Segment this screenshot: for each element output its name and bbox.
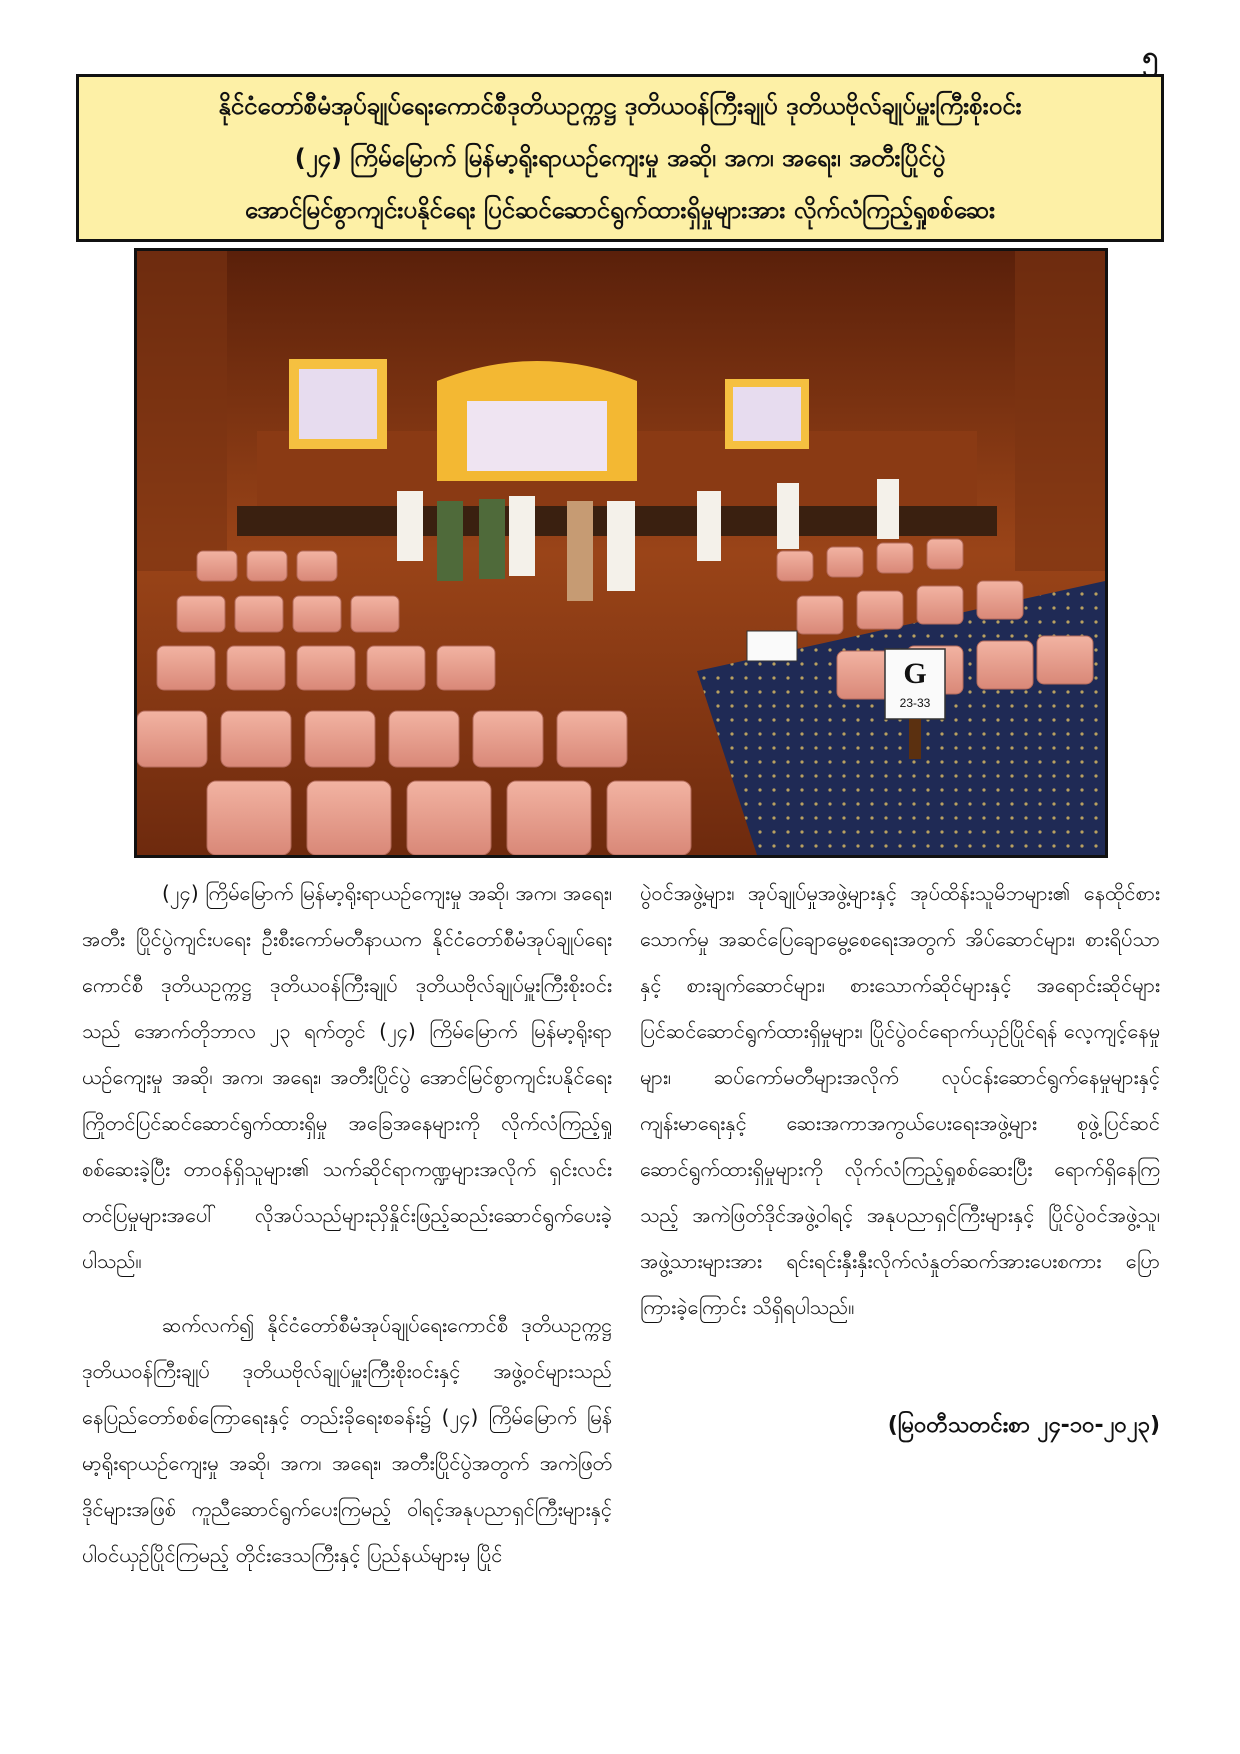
headline-line-3: အောင်မြင်စွာကျင်းပနိုင်ရေး ပြင်ဆင်ဆောင်ရွက်ထားရှိမှုများအား လိုက်လံကြည့်ရှုစစ်ဆေး: [244, 196, 996, 224]
headline-line-1: နိုင်ငံတော်စီမံအုပ်ချုပ်ရေးကောင်စီဒုတိယဥက္ကဋ္ဌ ဒုတိယဝန်ကြီးချုပ် ဒုတိယဗိုလ်ချုပ်မှူးကြီးစိုးဝင်း: [218, 92, 1022, 120]
article-left-column: [82, 870, 612, 1596]
auditorium-illustration: [137, 251, 1105, 855]
headline-box: [76, 74, 1164, 242]
seat-sign-letter: G: [903, 657, 927, 690]
article-paragraph: (၂၄) ကြိမ်မြောက် မြန်မာ့ရိုးရာယဉ်ကျေးမှု အဆို၊ အက၊ အရေး၊ အတီး ပြိုင်ပွဲကျင်းပရေး ဦးစီးကော်မတီနာယက နိုင်ငံတော်စီမံအုပ်ချုပ်ရေးကောင်စီ ဒုတိယဥက္ကဋ္ဌ ဒုတိယဝန်ကြီးချုပ် ဒုတိယဗိုလ်ချုပ်မှူးကြီးစိုးဝင်းသည် အောက်တိုဘာလ ၂၃ ရက်တွင် (၂၄) ကြိမ်မြောက် မြန်မာ့ရိုးရာယဉ်ကျေးမှု အဆို၊ အက၊ အရေး၊ အတီးပြိုင်ပွဲ အောင်မြင်စွာကျင်းပနိုင်ရေး ကြိုတင်ပြင်ဆင်ဆောင်ရွက်ထားရှိမှု အခြေအနေများကို လိုက်လံကြည့်ရှုစစ်ဆေးခဲ့ပြီး တာဝန်ရှိသူများ၏ သက်ဆိုင်ရာကဏ္ဍများအလိုက် ရှင်းလင်းတင်ပြမှုများအပေါ် လိုအပ်သည်များညှိနှိုင်းဖြည့်ဆည်းဆောင်ရွက်ပေးခဲ့ပါသည်။: [82, 881, 612, 1273]
source-citation: (မြဝတီသတင်းစာ ၂၄-၁၀-၂၀၂၃): [887, 1413, 1160, 1438]
seat-sign-range: 23-33: [899, 696, 931, 710]
article-paragraph: ပွဲဝင်အဖွဲ့များ၊ အုပ်ချုပ်မှုအဖွဲ့များနှင့် အုပ်ထိန်းသူမိဘများ၏ နေထိုင်စားသောက်မှု အဆင်ပြေချောမွေ့စေရေးအတွက် အိပ်ဆောင်များ၊ စားရိပ်သာနှင့် စားချက်ဆောင်များ၊ စားသောက်ဆိုင်များနှင့် အရောင်းဆိုင်များ ပြင်ဆင်ဆောင်ရွက်ထားရှိမှုများ၊ ပြိုင်ပွဲဝင်ရောက်ယှဉ်ပြိုင်ရန် လေ့ကျင့်နေမှုများ၊ ဆပ်ကော်မတီများအလိုက် လုပ်ငန်းဆောင်ရွက်နေမှုများနှင့် ကျန်းမာရေးနှင့် ဆေးအကာအကွယ်ပေးရေးအဖွဲ့များ စုဖွဲ့ပြင်ဆင်ဆောင်ရွက်ထားရှိမှုများကို လိုက်လံကြည့်ရှုစစ်ဆေးပြီး ရောက်ရှိနေကြသည့် အကဲဖြတ်ဒိုင်အဖွဲ့ဝါရင့် အနုပညာရှင်ကြီးများနှင့် ပြိုင်ပွဲဝင်အဖွဲ့သူ၊ အဖွဲ့သားများအား ရင်းရင်းနှီးနှီးလိုက်လံနှုတ်ဆက်အားပေးစကား ပြောကြားခဲ့ကြောင်း သိရှိရပါသည်။: [640, 881, 1160, 1319]
page-number: ၅: [1142, 40, 1158, 73]
article-right-column: [640, 870, 1160, 1348]
article-paragraph: ဆက်လက်၍ နိုင်ငံတော်စီမံအုပ်ချုပ်ရေးကောင်စီ ဒုတိယဥက္ကဋ္ဌ ဒုတိယဝန်ကြီးချုပ် ဒုတိယဗိုလ်ချုပ်မှူးကြီးစိုးဝင်းနှင့် အဖွဲ့ဝင်များသည် နေပြည်တော်စစ်ကြောရေးနှင့် တည်းခိုရေးစခန်း၌ (၂၄) ကြိမ်မြောက် မြန်မာ့ရိုးရာယဉ်ကျေးမှု အဆို၊ အက၊ အရေး၊ အတီးပြိုင်ပွဲအတွက် အကဲဖြတ်ဒိုင်များအဖြစ် ကူညီဆောင်ရွက်ပေးကြမည့် ဝါရင့်အနုပညာရှင်ကြီးများနှင့် ပါဝင်ယှဉ်ပြိုင်ကြမည့် တိုင်းဒေသကြီးနှင့် ပြည်နယ်များမှ ပြိုင်: [82, 1313, 612, 1567]
auditorium-photo: [134, 248, 1108, 858]
headline-line-2: (၂၄) ကြိမ်မြောက် မြန်မာ့ရိုးရာယဉ်ကျေးမှု အဆို၊ အက၊ အရေး၊ အတီးပြိုင်ပွဲ: [294, 144, 946, 172]
